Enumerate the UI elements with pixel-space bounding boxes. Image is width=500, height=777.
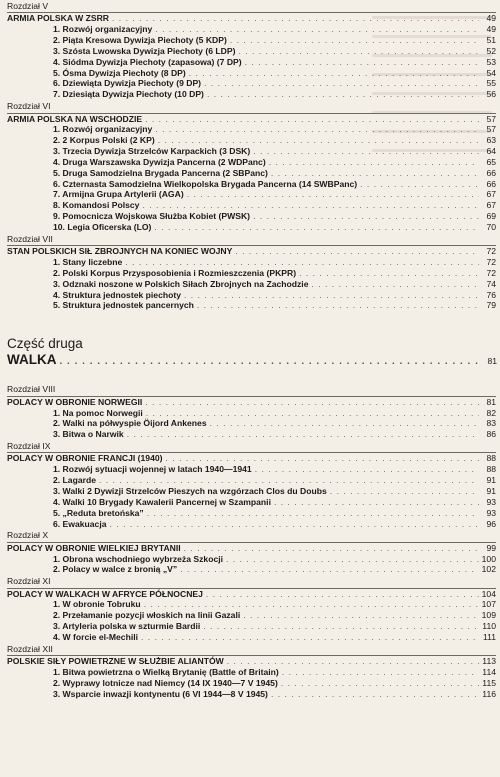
dot-leader	[110, 519, 479, 530]
chapter-label-text: Rozdział IX	[7, 441, 51, 452]
page-number: 57	[486, 124, 496, 135]
section-title-text: ARMIA POLSKA NA WSCHODZIE	[7, 113, 143, 124]
section-title-text: POLACY W OBRONIE NORWEGII	[7, 396, 143, 407]
toc-entry-text: 3. Odznaki noszone w Polskich Siłach Zbrojnych na Zachodzie	[53, 278, 309, 289]
page-number: 82	[486, 407, 496, 418]
dot-leader	[146, 408, 479, 419]
page-number: 54	[486, 67, 496, 78]
dot-leader	[155, 124, 479, 135]
page-number: 67	[486, 189, 496, 200]
toc-entry	[53, 24, 496, 35]
toc-entry	[53, 497, 496, 508]
dot-leader	[206, 589, 479, 600]
dot-leader	[154, 222, 479, 233]
toc-entry	[53, 290, 496, 301]
chapter-label	[7, 530, 496, 541]
chapter-label	[7, 234, 496, 245]
toc-entry-text: 5. Ósma Dywizja Piechoty (8 DP)	[53, 67, 186, 78]
page-number: 96	[486, 518, 496, 529]
page-number: 115	[482, 677, 496, 688]
page-number: 91	[486, 485, 496, 496]
toc-entry	[53, 35, 496, 46]
toc-entry-text: 1. W obronie Tobruku	[53, 599, 141, 610]
section-title-text: ARMIA POLSKA W ZSRR	[7, 13, 110, 24]
toc-entry	[53, 78, 496, 89]
toc-entry-text: 7. Dziesiąta Dywizja Piechoty (10 DP)	[53, 89, 204, 100]
page-number: 93	[486, 507, 496, 518]
page-number: 113	[482, 656, 496, 667]
chapter-label-text: Rozdział VIII	[7, 384, 56, 395]
toc-entry-text: 5. Druga Samodzielna Brygada Pancerna (2 SBPanc)	[53, 167, 268, 178]
toc-entry-text: 6. Dziewiąta Dywizja Piechoty (9 DP)	[53, 78, 202, 89]
dot-leader	[204, 78, 479, 89]
dot-leader	[235, 246, 479, 257]
toc-entry-text: 4. Siódma Dywizja Piechoty (zapasowa) (7 DP)	[53, 56, 242, 67]
page-number: 116	[482, 688, 496, 699]
dot-leader	[311, 279, 479, 290]
page-number: 104	[481, 588, 496, 599]
toc-entry	[53, 300, 496, 311]
toc-entry	[53, 189, 496, 200]
dot-leader	[60, 354, 481, 370]
section-title	[7, 13, 496, 24]
page-number: 88	[486, 464, 496, 475]
toc-entry	[53, 268, 496, 279]
toc-entry-text: 3. Szósta Lwowska Dywizja Piechoty (6 LDP)	[53, 45, 236, 56]
page-number: 52	[486, 45, 496, 56]
page-number: 57	[486, 113, 496, 124]
chapter-label	[7, 1, 496, 12]
toc-entry	[53, 408, 496, 419]
page-number: 88	[486, 453, 496, 464]
toc-entry	[53, 508, 496, 519]
dot-leader	[281, 678, 479, 689]
section-title	[7, 114, 496, 125]
section-title	[7, 543, 496, 554]
dot-leader	[210, 418, 479, 429]
toc-entry	[53, 610, 496, 621]
page-number: 79	[486, 300, 496, 311]
dot-leader	[155, 24, 479, 35]
dot-leader	[187, 189, 479, 200]
page-number: 110	[482, 621, 496, 632]
page-number: 93	[486, 496, 496, 507]
toc-entry	[53, 146, 496, 157]
section-title-text: POLACY W OBRONIE WIELKIEJ BRYTANII	[7, 542, 181, 553]
toc-entry-text: 3. Trzecia Dywizja Strzelców Karpackich (3 DSK)	[53, 146, 251, 157]
toc-entry-text: 2. Walki na półwyspie Öijord Ankenes	[53, 418, 207, 429]
toc-entry-text: 2. Polski Korpus Przysposobienia i Rozmieszczenia (PKPR)	[53, 267, 297, 278]
dot-leader	[127, 429, 479, 440]
chapter-label-text: Rozdział V	[7, 1, 49, 11]
section-title	[7, 397, 496, 408]
dot-leader	[274, 497, 479, 508]
dot-leader	[145, 397, 479, 408]
toc-entry	[53, 168, 496, 179]
toc-entry-text: 1. Na pomoc Norwegii	[53, 407, 143, 418]
page-number: 109	[481, 610, 496, 621]
toc-entry	[53, 279, 496, 290]
toc-entry-text: 2. Lagarde	[53, 475, 96, 486]
toc-entry-text: 2. Polacy w walce z bronią „V”	[53, 564, 178, 575]
chapter-label	[7, 644, 496, 655]
dot-leader	[125, 257, 479, 268]
page-number: 55	[486, 78, 496, 89]
dot-leader	[243, 610, 478, 621]
page-number: 53	[486, 56, 496, 67]
chapter-label-text: Rozdział XII	[7, 643, 53, 654]
toc-entry-text: 4. W forcie el-Mechili	[53, 632, 139, 642]
toc-entry-text: 1. Stany liczebne	[53, 257, 123, 268]
dot-leader	[299, 268, 479, 279]
section-title	[7, 246, 496, 257]
toc-entry-text: 9. Pomocnicza Wojskowa Służba Kobiet (PWSK)	[53, 211, 251, 222]
toc-entry-text: 3. Wsparcie inwazji kontynentu (6 VI 1944—8 V 1945)	[53, 688, 268, 699]
chapter-label-text: Rozdział X	[7, 530, 49, 541]
section-title-text: POLACY W OBRONIE FRANCJI (1940)	[7, 453, 163, 464]
section-title	[7, 656, 496, 667]
dot-leader	[271, 168, 479, 179]
dot-leader	[180, 564, 478, 575]
page-number: 63	[486, 135, 496, 146]
page-number: 111	[482, 632, 496, 642]
toc-entry	[53, 211, 496, 222]
toc-entry-text: 1. Rozwój organizacyjny	[53, 24, 153, 35]
page-number: 83	[486, 418, 496, 429]
toc-entry-text: 5. „Reduta bretońska”	[53, 507, 144, 518]
dot-leader	[226, 554, 479, 565]
toc-entry	[53, 678, 496, 689]
dot-leader	[253, 146, 479, 157]
chapter-label	[7, 101, 496, 112]
toc-entry	[53, 632, 496, 643]
page-number: 72	[486, 257, 496, 268]
dot-leader	[253, 211, 479, 222]
chapter-label-text: Rozdział XI	[7, 576, 51, 587]
toc-entry	[53, 475, 496, 486]
toc-entry-text: 3. Walki 2 Dywizji Strzelców Pieszych na wzgórzach Clos du Doubs	[53, 485, 327, 496]
toc-entry	[53, 124, 496, 135]
toc-entry	[53, 179, 496, 190]
dot-leader	[245, 57, 479, 68]
chapter-label-text: Rozdział VI	[7, 101, 51, 112]
toc-entry-text: 7. Armijna Grupa Artylerii (AGA)	[53, 189, 184, 200]
page-number: 72	[486, 246, 496, 257]
dot-leader	[142, 200, 479, 211]
chapter-label-text: Rozdział VII	[7, 233, 53, 244]
toc-entry-text: 2. Wyprawy lotnicze nad Niemcy (14 IX 1940—7 V 1945)	[53, 677, 278, 688]
page-number: 91	[486, 475, 496, 486]
toc-entry	[53, 46, 496, 57]
chapter-label	[7, 441, 496, 452]
toc-entry	[53, 519, 496, 530]
page-number: 102	[481, 564, 496, 575]
dot-leader	[282, 667, 479, 678]
toc-entry-text: 1. Rozwój sytuacji wojennej w latach 1940—1941	[53, 464, 252, 475]
toc-entry	[53, 222, 496, 233]
dot-leader	[238, 46, 479, 57]
page-number: 66	[486, 178, 496, 189]
dot-leader	[166, 453, 479, 464]
part-title	[7, 352, 497, 368]
page-number: 99	[486, 542, 496, 553]
dot-leader	[99, 475, 479, 486]
page-number: 65	[486, 156, 496, 167]
dot-leader	[197, 300, 479, 311]
toc-entry	[53, 89, 496, 100]
part-title-text: WALKA	[7, 352, 57, 368]
toc-entry	[53, 429, 496, 440]
toc-entry	[53, 464, 496, 475]
section-title-text: POLSKIE SIŁY POWIETRZNE W SŁUŻBIE ALIANTÓW	[7, 656, 224, 667]
dot-leader	[184, 543, 479, 554]
toc-entry	[53, 667, 496, 678]
page-number: 81	[486, 396, 496, 407]
toc-entry-text: 1. Bitwa powietrzna o Wielką Brytanię (Battle of Britain)	[53, 667, 279, 678]
toc-entry	[53, 689, 496, 700]
page-number: 67	[486, 200, 496, 211]
dot-leader	[269, 157, 479, 168]
chapter-label	[7, 576, 496, 587]
dot-leader	[271, 689, 479, 700]
dot-leader	[330, 486, 479, 497]
section-title-text: POLACY W WALKACH W AFRYCE PÓŁNOCNEJ	[7, 588, 203, 599]
toc-entry-text: 10. Legia Oficerska (LO)	[53, 222, 152, 232]
toc-entry-text: 2. Przełamanie pozycji włoskich na linii Gazali	[53, 610, 241, 621]
toc-entry-text: 1. Rozwój organizacyjny	[53, 124, 153, 135]
page-number: 74	[486, 278, 496, 289]
toc-entry-text: 5. Struktura jednostek pancernych	[53, 300, 194, 311]
dot-leader	[255, 464, 479, 475]
toc-entry	[53, 257, 496, 268]
toc-entry	[53, 68, 496, 79]
dot-leader	[145, 114, 479, 125]
dot-leader	[227, 656, 479, 667]
toc-entry	[53, 418, 496, 429]
page-number: 49	[486, 13, 496, 24]
dot-leader	[207, 89, 479, 100]
section-title	[7, 589, 496, 600]
toc-entry	[53, 621, 496, 632]
page-number: 64	[486, 146, 496, 157]
page-number: 49	[486, 24, 496, 35]
dot-leader	[184, 290, 479, 301]
toc-entry	[53, 57, 496, 68]
page-number: 69	[486, 211, 496, 222]
toc-entry	[53, 157, 496, 168]
toc-entry-text: 3. Bitwa o Narwik	[53, 429, 124, 440]
toc-entry	[53, 200, 496, 211]
page-number: 86	[486, 429, 496, 440]
toc-entry-text: 2. Piąta Kresowa Dywizja Piechoty (5 KDP)	[53, 35, 227, 46]
dot-leader	[112, 13, 479, 24]
page-number: 107	[481, 599, 496, 610]
toc-entry	[53, 486, 496, 497]
dot-leader	[203, 621, 479, 632]
dot-leader	[147, 508, 479, 519]
toc-entry	[53, 135, 496, 146]
dot-leader	[158, 135, 479, 146]
dot-leader	[141, 632, 479, 643]
dot-leader	[230, 35, 479, 46]
page-number: 81	[487, 356, 497, 367]
part-label: Część druga	[7, 336, 83, 352]
toc-entry-text: 4. Druga Warszawska Dywizja Pancerna (2 WDPanc)	[53, 156, 266, 167]
toc-entry-text: 1. Obrona wschodniego wybrzeża Szkocji	[53, 553, 224, 564]
toc-entry	[53, 554, 496, 565]
dot-leader	[144, 599, 479, 610]
toc-entry-text: 3. Artyleria polska w szturmie Bardii	[53, 621, 201, 632]
page-number: 76	[486, 289, 496, 300]
page-number: 100	[481, 553, 496, 564]
page-number: 114	[482, 667, 496, 678]
page-number: 72	[486, 267, 496, 278]
chapter-label	[7, 384, 496, 395]
toc-entry-text: 8. Komandosi Polscy	[53, 200, 140, 211]
toc-entry	[53, 599, 496, 610]
section-title-text: STAN POLSKICH SIŁ ZBROJNYCH NA KONIEC WOJNY	[7, 246, 233, 257]
toc-entry-text: 6. Ewakuacja	[53, 518, 107, 529]
dot-leader	[189, 68, 479, 79]
page-number: 56	[486, 89, 496, 100]
page-number: 70	[486, 222, 496, 232]
toc-entry-text: 6. Czternasta Samodzielna Wielkopolska Brygada Pancerna (14 SWBPanc)	[53, 178, 358, 189]
toc-entry-text: 4. Walki 10 Brygady Kawalerii Pancernej w Szampanii	[53, 496, 271, 507]
toc-entry	[53, 564, 496, 575]
dot-leader	[360, 179, 479, 190]
toc-entry-text: 2. 2 Korpus Polski (2 KP)	[53, 135, 155, 146]
page-number: 66	[486, 167, 496, 178]
toc-entry-text: 4. Struktura jednostek piechoty	[53, 289, 181, 300]
section-title	[7, 453, 496, 464]
page-number: 51	[486, 35, 496, 46]
